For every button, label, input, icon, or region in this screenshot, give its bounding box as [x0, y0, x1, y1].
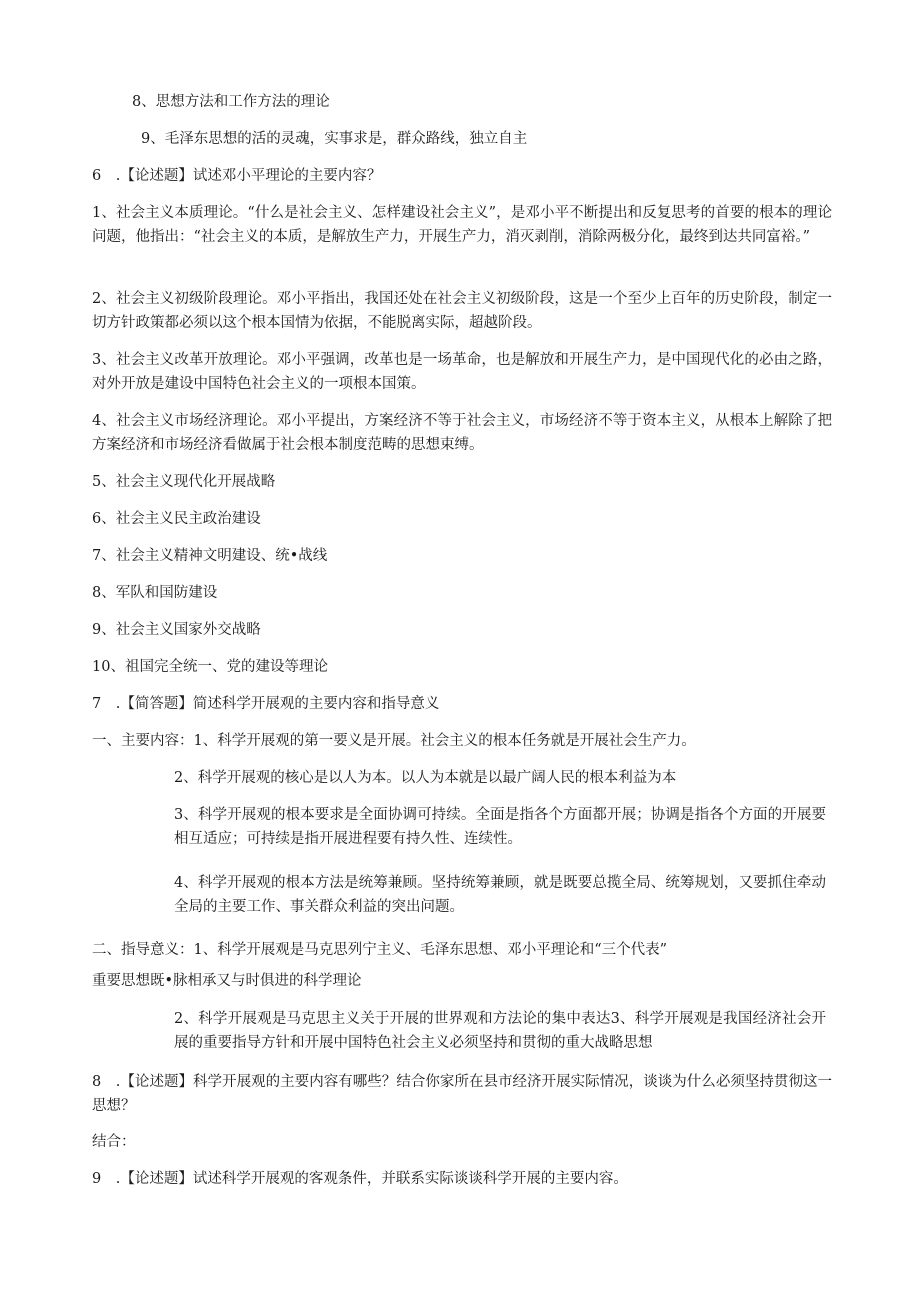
content-item-requirement: 3、科学开展观的根本要求是全面协调可持续。全面是指各个方面都开展；协调是指各个方面的开展要相互适应；可持续是指开展进程要有持久性、连续性。	[174, 807, 826, 847]
question-9-heading: 9 .【论述题】试述科学开展观的客观条件，并联系实际谈谈科学开展的主要内容。	[92, 1171, 628, 1187]
significance-items: 2、科学开展观是马克思主义关于开展的世界观和方法论的集中表达3、科学开展观是我国经济社会开展的重要指导方针和开展中国特色社会主义必须坚持和贯彻的重大战略思想	[174, 1011, 826, 1051]
content-item-method: 4、科学开展观的根本方法是统筹兼顾。坚持统筹兼顾，就是既要总揽全局、统筹规划，又要抓住牵动全局的主要工作、事关群众利益的突出问题。	[174, 875, 826, 915]
answer-label: 结合：	[92, 1134, 136, 1150]
list-item-democracy: 6、社会主义民主政治建设	[92, 511, 261, 527]
content-item-core: 2、科学开展观的核心是以人为本。以人为本就是以最广阔人民的根本利益为本	[174, 770, 677, 786]
guiding-significance-continuation: 重要思想既•脉相承又与时俱进的科学理论	[92, 973, 362, 989]
list-item-theory-8: 8、思想方法和工作方法的理论	[132, 94, 330, 110]
list-item-civilization: 7、社会主义精神文明建设、统•战线	[92, 548, 328, 564]
question-8-heading: 8 .【论述题】科学开展观的主要内容有哪些？结合你家所在县市经济开展实际情况，谈谈为什么必须坚持贯彻这一思想？	[92, 1074, 832, 1114]
paragraph-market-economy: 4、社会主义市场经济理论。邓小平提出，方案经济不等于社会主义，市场经济不等于资本主义，从根本上解除了把方案经济和市场经济看做属于社会根本制度范畴的思想束缚。	[92, 413, 832, 453]
main-content-heading: 一、主要内容：1、科学开展观的第一要义是开展。社会主义的根本任务就是开展社会生产力。	[92, 733, 696, 749]
list-item-theory-9: 9、毛泽东思想的活的灵魂，实事求是，群众路线，独立自主	[141, 131, 528, 147]
guiding-significance-heading: 二、指导意义：1、科学开展观是马克思列宁主义、毛泽东思想、邓小平理论和“三个代表”	[92, 942, 668, 958]
list-item-foreign-policy: 9、社会主义国家外交战略	[92, 622, 261, 638]
question-6-heading: 6 .【论述题】试述邓小平理论的主要内容？	[92, 168, 382, 184]
list-item-military: 8、军队和国防建设	[92, 585, 218, 601]
paragraph-reform-opening: 3、社会主义改革开放理论。邓小平强调，改革也是一场革命，也是解放和开展生产力，是中国现代化的必由之路，对外开放是建设中国特色社会主义的一项根本国策。	[92, 352, 832, 392]
list-item-modernization: 5、社会主义现代化开展战略	[92, 474, 276, 490]
list-item-reunification: 10、祖国完全统一、党的建设等理论	[92, 659, 328, 675]
paragraph-primary-stage: 2、社会主义初级阶段理论。邓小平指出，我国还处在社会主义初级阶段，这是一个至少上百年的历史阶段，制定一切方针政策都必须以这个根本国情为依据，不能脱离实际，超越阶段。	[92, 291, 832, 331]
question-7-heading: 7 .【简答题】简述科学开展观的主要内容和指导意义	[92, 696, 440, 712]
paragraph-socialist-essence: 1、社会主义本质理论。“什么是社会主义、怎样建设社会主义”，是邓小平不断提出和反复思考的首要的根本的理论问题，他指出：“社会主义的本质，是解放生产力，开展生产力，消灭剥削，消除两极分化，最终到达共同富裕。”	[92, 205, 832, 245]
